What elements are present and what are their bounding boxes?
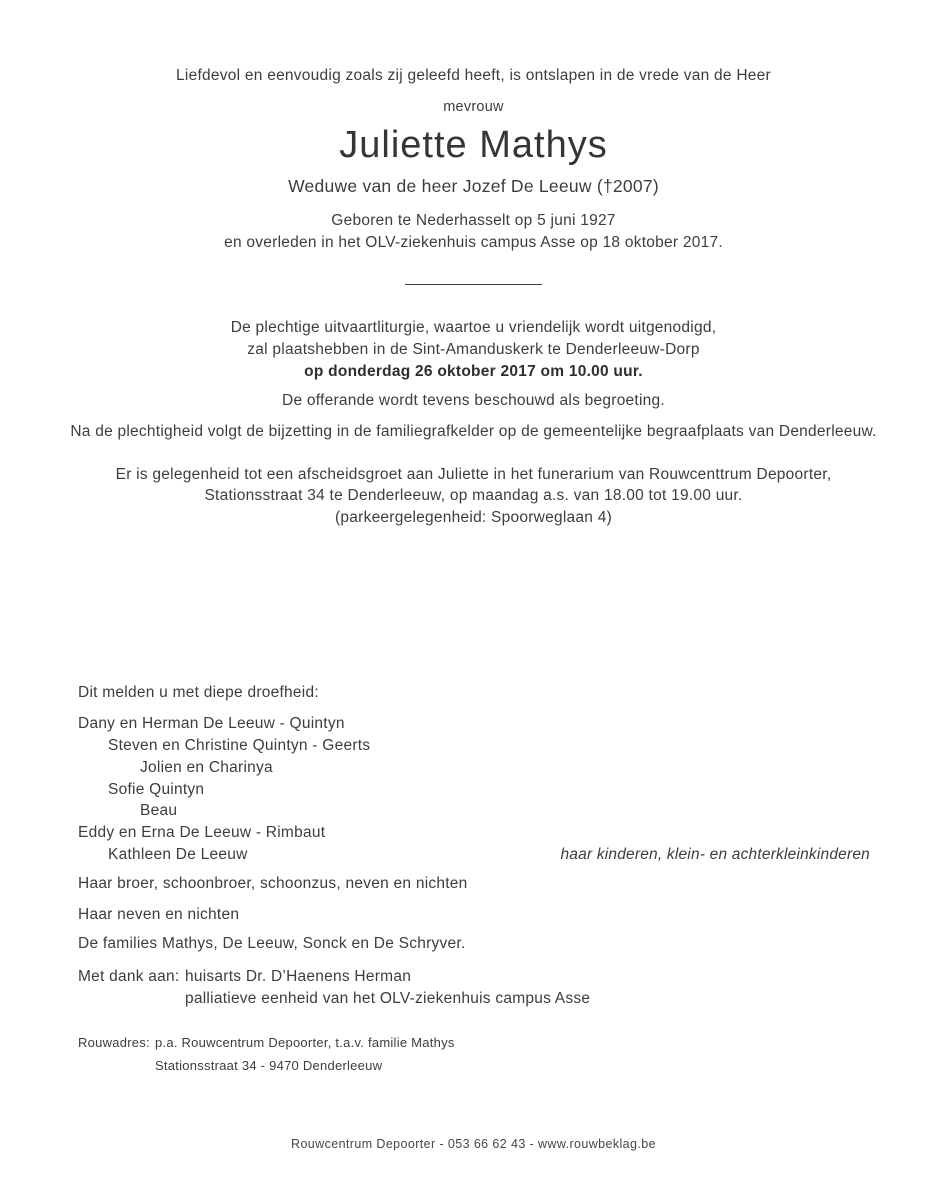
family-member: Steven en Christine Quintyn - Geerts [108, 737, 371, 755]
intro-line: Liefdevol en eenvoudig zoals zij geleefd heeft, is ontslapen in de vrede van de Heer [176, 67, 771, 84]
families-line: De families Mathys, De Leeuw, Sonck en De Schryver. [78, 935, 466, 953]
thanks-line-1: huisarts Dr. D’Haenens Herman [185, 968, 412, 986]
invitation-line-2: zal plaatshebben in de Sint-Amanduskerk te Denderleeuw-Dorp [247, 340, 700, 358]
died-line: en overleden in het OLV-ziekenhuis campus Asse op 18 oktober 2017. [224, 233, 723, 251]
salutation: mevrouw [443, 99, 504, 115]
thanks-block [78, 966, 870, 1010]
farewell-line-3: (parkeergelegenheid: Spoorweglaan 4) [335, 508, 612, 526]
announcement-line: Dit melden u met diepe droefheid: [78, 684, 319, 702]
thanks-items [185, 966, 870, 1010]
family-member: Beau [140, 802, 178, 820]
family-member: Jolien en Charinya [140, 758, 273, 776]
birth-death-block [0, 210, 947, 253]
relatives-line-2: Haar neven en nichten [78, 906, 240, 924]
offering-line: De offerande wordt tevens beschouwd als begroeting. [282, 392, 665, 410]
family-member-row-with-note [78, 844, 870, 866]
family-member: Dany en Herman De Leeuw - Quintyn [78, 715, 345, 733]
burial-line: Na de plechtigheid volgt de bijzetting in de familiegrafkelder op de gemeentelijke begraafplaats van Denderleeuw. [70, 423, 877, 441]
relatives-line-1: Haar broer, schoonbroer, schoonzus, neven en nichten [78, 875, 468, 893]
family-member: Eddy en Erna De Leeuw - Rimbaut [78, 824, 326, 841]
family-members-list [78, 713, 870, 865]
widow-line: Weduwe van de heer Jozef De Leeuw (†2007) [288, 176, 659, 196]
service-block [0, 317, 947, 382]
mourning-address-lines [155, 1032, 870, 1077]
born-line: Geboren te Nederhasselt op 5 juni 1927 [331, 212, 616, 229]
family-member: Sofie Quintyn [108, 780, 205, 798]
farewell-line-1: Er is gelegenheid tot een afscheidsgroet aan Juliette in het funerarium van Rouwcenttrum Depoorter, [115, 465, 832, 483]
thanks-label: Met dank aan: [78, 968, 180, 986]
family-member: Kathleen De Leeuw [108, 845, 248, 863]
mourning-address-line-2: Stationsstraat 34 - 9470 Denderleeuw [155, 1057, 383, 1073]
thanks-line-2: palliatieve eenheid van het OLV-ziekenhuis campus Asse [185, 990, 591, 1008]
mourning-address-line-1: p.a. Rouwcentrum Depoorter, t.a.v. familie Mathys [155, 1035, 455, 1051]
farewell-line-2: Stationsstraat 34 te Denderleeuw, op maandag a.s. van 18.00 tot 19.00 uur. [204, 487, 743, 505]
farewell-block [0, 464, 947, 529]
mourning-address-block [78, 1032, 870, 1077]
funeral-home-footer: Rouwcentrum Depoorter - 053 66 62 43 - www.rouwbeklag.be [291, 1137, 656, 1151]
mourning-address-label: Rouwadres: [78, 1035, 150, 1051]
service-date-line: op donderdag 26 oktober 2017 om 10.00 uur. [304, 362, 643, 380]
family-block [0, 683, 947, 1077]
deceased-name: Juliette Mathys [339, 124, 608, 166]
invitation-line-1: De plechtige uitvaartliturgie, waartoe u vriendelijk wordt uitgenodigd, [230, 319, 717, 336]
section-divider [405, 284, 542, 285]
family-members-note: haar kinderen, klein- en achterkleinkinderen [560, 845, 870, 863]
